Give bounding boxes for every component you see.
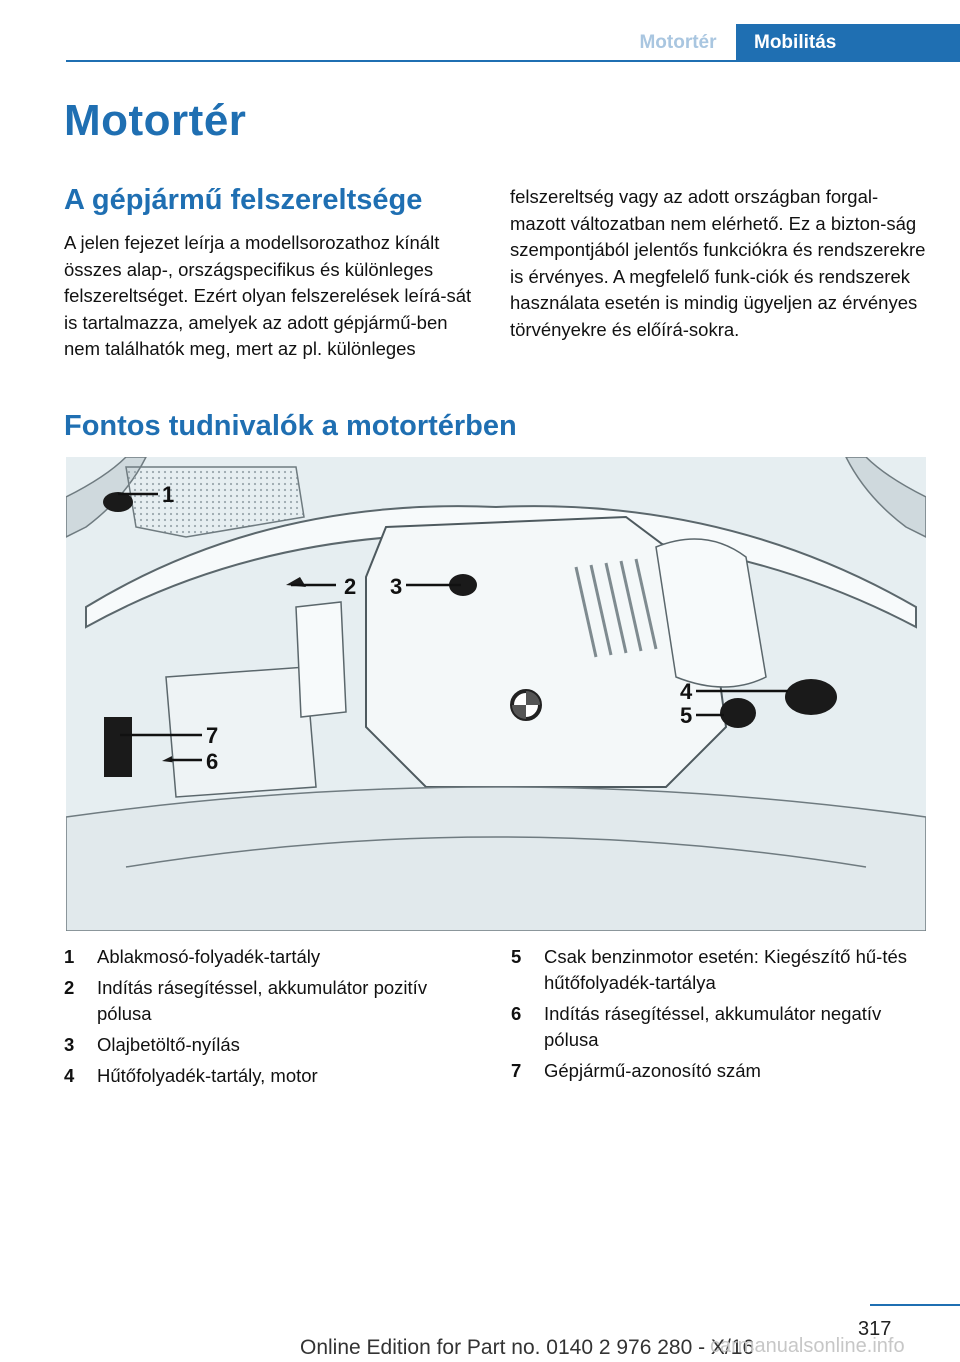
callout-3: 3 [390,574,403,599]
legend-item [511,1001,931,1053]
legend-number: 2 [64,977,75,998]
legend-text: Indítás rásegítéssel, akkumulátor pozitív pólusa [97,977,428,1024]
legend-right [511,944,931,1089]
legend-text: Indítás rásegítéssel, akkumulátor negatív pólusa [544,1003,882,1050]
engine-bay-drawing [66,457,926,931]
legend-number: 5 [511,946,522,967]
callout-6: 6 [206,749,219,774]
engine-bay-illustration [66,457,926,931]
legend-number: 6 [511,1003,522,1024]
header-tab-chapter: Mobilitás [736,24,960,62]
legend-item [64,944,484,970]
section-heading-equipment: A gépjármű felszereltsége [64,184,423,216]
section-heading-engine: Fontos tudnivalók a motortérben [64,410,517,442]
legend-item [64,1032,484,1058]
legend-left [64,944,484,1094]
page-title: Motortér [64,96,247,145]
legend-number: 1 [64,946,75,967]
footer-rule [870,1304,960,1306]
paragraph-left: A jelen fejezet leírja a modellsorozathoz kínált összes alap-, országspecifikus és különleges felszereltséget. Ezért olyan felszerelések leírá-sát is tartalmazza, amelyek az adott gépjármű-ben nem találhatók meg, mert az pl. különleges [64,232,472,359]
legend-text: Hűtőfolyadék-tartály, motor [97,1065,318,1086]
legend-text: Olajbetöltő-nyílás [97,1034,240,1055]
callout-7: 7 [206,723,219,748]
legend-text: Csak benzinmotor esetén: Kiegészítő hű-tés hűtőfolyadék-tartálya [544,946,907,993]
header-tab-section: Motortér [639,32,717,53]
footer-edition: Online Edition for Part no. 0140 2 976 280 - X/16 [300,1336,755,1359]
legend-number: 7 [511,1060,522,1081]
page-number: 317 [858,1318,892,1340]
callout-4: 4 [680,679,693,704]
watermark: carmanualsonline.info [710,1335,905,1357]
callout-2: 2 [344,574,357,599]
legend-item [511,944,931,996]
paragraph-right: felszereltség vagy az adott országban forgal-mazott változatban nem elérhető. Ez a bizton-ság szempontjából jelentős funkciókra és rendszerekre is érvényes. A megfelelő funk-ciók és rendszerek használata esetén is mindig ügyeljen az érvényes törvényekre és előírá-sokra. [510,186,926,340]
legend-text: Gépjármű-azonosító szám [544,1060,761,1081]
callout-5: 5 [680,703,693,728]
callout-1: 1 [162,482,175,507]
legend-item [511,1058,931,1084]
legend-number: 4 [64,1065,75,1086]
legend-text: Ablakmosó-folyadék-tartály [97,946,321,967]
legend-item [64,975,484,1027]
legend-item [64,1063,484,1089]
legend-number: 3 [64,1034,75,1055]
